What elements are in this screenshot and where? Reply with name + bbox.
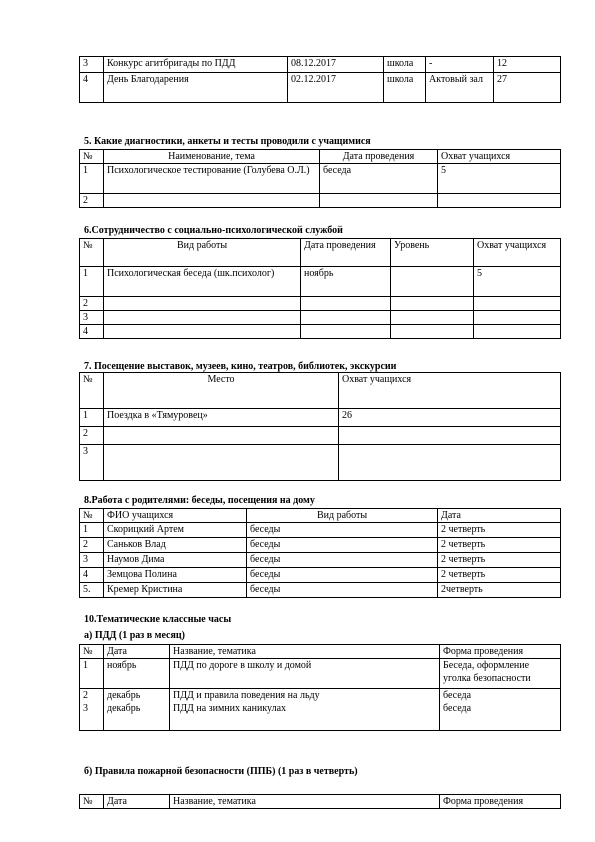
section6-title: 6.Сотрудничество с социально-психологической службой: [84, 225, 343, 236]
fire-safety-table: [79, 794, 561, 809]
table-cell: ноябрь: [104, 659, 170, 689]
table-row: [80, 164, 561, 194]
table-cell: [339, 445, 561, 481]
table-row: [80, 409, 561, 427]
fire-safety-header-row: [80, 795, 561, 809]
column-header: Охват учащихся: [438, 150, 561, 164]
column-header: ФИО учащихся: [104, 509, 247, 523]
table-cell: [301, 325, 391, 339]
table-cell: 12: [494, 57, 561, 73]
table-cell: беседы: [247, 553, 438, 568]
table-cell: -: [426, 57, 494, 73]
column-header: №: [80, 645, 104, 659]
column-header: Дата проведения: [320, 150, 438, 164]
table-row: [80, 523, 561, 538]
table-row: [80, 427, 561, 445]
table-row: [80, 57, 561, 73]
table-cell: [438, 194, 561, 208]
table-row: [80, 194, 561, 208]
table-cell: [320, 194, 438, 208]
column-header: №: [80, 239, 104, 267]
row-number-cell: 3: [80, 445, 104, 481]
events-table: [79, 56, 561, 103]
table-cell: 02.12.2017: [288, 73, 384, 103]
pdd-table: [79, 644, 561, 731]
table-cell: [474, 311, 561, 325]
visits-header-row: [80, 373, 561, 409]
row-number-cell: 2: [80, 297, 104, 311]
table-cell: Поездка в «Тямуровец»: [104, 409, 339, 427]
diagnostics-table: [79, 149, 561, 208]
column-header: Форма проведения: [440, 795, 561, 809]
table-cell: ПДД и правила поведения на льду ПДД на зимних каникулах: [170, 689, 440, 731]
table-cell: Психологическая беседа (шк.психолог): [104, 267, 301, 297]
row-number-cell: 4: [80, 568, 104, 583]
column-header: Уровень: [391, 239, 474, 267]
row-number-cell: 4: [80, 325, 104, 339]
table-row: [80, 73, 561, 103]
table-cell: Скорицкий Артем: [104, 523, 247, 538]
column-header: Дата: [104, 795, 170, 809]
table-cell: 2 четверть: [438, 523, 561, 538]
parents-header-row: [80, 509, 561, 523]
column-header: Название, тематика: [170, 645, 440, 659]
table-cell: 2четверть: [438, 583, 561, 598]
table-cell: Психологическое тестирование (Голубева О.Л.): [104, 164, 320, 194]
row-number-cell: 1: [80, 659, 104, 689]
section8-title: 8.Работа с родителями: беседы, посещения на дому: [84, 495, 315, 506]
psych-service-header-row: [80, 239, 561, 267]
table-cell: [104, 445, 339, 481]
table-cell: [391, 267, 474, 297]
column-header: Дата проведения: [301, 239, 391, 267]
table-cell: школа: [384, 73, 426, 103]
row-number-cell: 3: [80, 311, 104, 325]
column-header: №: [80, 509, 104, 523]
table-row: [80, 659, 561, 689]
table-cell: [104, 325, 301, 339]
table-row: [80, 538, 561, 553]
table-cell: беседа: [320, 164, 438, 194]
diagnostics-tbody: [80, 164, 561, 208]
table-row: [80, 583, 561, 598]
visits-table: [79, 372, 561, 481]
table-cell: [474, 325, 561, 339]
table-cell: Беседа, оформление уголка безопасности: [440, 659, 561, 689]
column-header: Дата: [438, 509, 561, 523]
table-cell: [104, 297, 301, 311]
column-header: Охват учащихся: [474, 239, 561, 267]
pdd-header-row: [80, 645, 561, 659]
section10-subtitle-a: а) ПДД (1 раз в месяц): [84, 630, 185, 641]
row-number-cell: 1: [80, 409, 104, 427]
section10-subtitle-b: б) Правила пожарной безопасности (ППБ) (1 раз в четверть): [84, 766, 358, 777]
table-cell: беседы: [247, 583, 438, 598]
table-cell: 26: [339, 409, 561, 427]
column-header: №: [80, 795, 104, 809]
table-cell: ноябрь: [301, 267, 391, 297]
table-cell: школа: [384, 57, 426, 73]
table-cell: [339, 427, 561, 445]
table-cell: 5: [474, 267, 561, 297]
diagnostics-header-row: [80, 150, 561, 164]
table-row: [80, 689, 561, 731]
table-row: [80, 553, 561, 568]
table-cell: [474, 297, 561, 311]
row-number-cell: 2: [80, 538, 104, 553]
events-tbody: [80, 57, 561, 103]
table-cell: декабрь декабрь: [104, 689, 170, 731]
table-row: [80, 267, 561, 297]
table-cell: беседа беседа: [440, 689, 561, 731]
table-row: [80, 297, 561, 311]
table-cell: 08.12.2017: [288, 57, 384, 73]
table-row: [80, 311, 561, 325]
table-row: [80, 325, 561, 339]
pdd-tbody: [80, 659, 561, 731]
table-cell: 2 четверть: [438, 538, 561, 553]
table-cell: [301, 297, 391, 311]
table-cell: [391, 325, 474, 339]
table-cell: Саньков Влад: [104, 538, 247, 553]
column-header: №: [80, 373, 104, 409]
table-cell: 27: [494, 73, 561, 103]
table-cell: Актовый зал: [426, 73, 494, 103]
section5-title: 5. Какие диагностики, анкеты и тесты проводили с учащимися: [84, 136, 371, 147]
table-cell: ПДД по дороге в школу и домой: [170, 659, 440, 689]
row-number-cell: 2 3: [80, 689, 104, 731]
column-header: Место: [104, 373, 339, 409]
column-header: Охват учащихся: [339, 373, 561, 409]
table-cell: [391, 311, 474, 325]
table-cell: День Благодарения: [104, 73, 288, 103]
column-header: Наименование, тема: [104, 150, 320, 164]
table-row: [80, 568, 561, 583]
table-cell: 2 четверть: [438, 553, 561, 568]
column-header: Вид работы: [247, 509, 438, 523]
row-number-cell: 5.: [80, 583, 104, 598]
row-number-cell: 1: [80, 267, 104, 297]
column-header: Вид работы: [104, 239, 301, 267]
row-number-cell: 3: [80, 57, 104, 73]
table-cell: Кремер Кристина: [104, 583, 247, 598]
row-number-cell: 2: [80, 427, 104, 445]
table-cell: [104, 194, 320, 208]
psych-service-table: [79, 238, 561, 339]
table-cell: [104, 427, 339, 445]
table-cell: [104, 311, 301, 325]
table-cell: 5: [438, 164, 561, 194]
row-number-cell: 3: [80, 553, 104, 568]
table-cell: беседы: [247, 538, 438, 553]
visits-tbody: [80, 409, 561, 481]
table-cell: Конкурс агитбригады по ПДД: [104, 57, 288, 73]
parents-tbody: [80, 523, 561, 598]
parents-table: [79, 508, 561, 598]
column-header: Форма проведения: [440, 645, 561, 659]
section10-title: 10.Тематические классные часы: [84, 614, 232, 625]
row-number-cell: 4: [80, 73, 104, 103]
table-cell: беседы: [247, 568, 438, 583]
table-cell: [391, 297, 474, 311]
psych-service-tbody: [80, 267, 561, 339]
column-header: №: [80, 150, 104, 164]
row-number-cell: 2: [80, 194, 104, 208]
column-header: Дата: [104, 645, 170, 659]
column-header: Название, тематика: [170, 795, 440, 809]
table-cell: беседы: [247, 523, 438, 538]
table-cell: Наумов Дима: [104, 553, 247, 568]
section7-title: 7. Посещение выставок, музеев, кино, театров, библиотек, экскурсии: [84, 361, 397, 372]
table-cell: [301, 311, 391, 325]
row-number-cell: 1: [80, 523, 104, 538]
table-cell: Земцова Полина: [104, 568, 247, 583]
row-number-cell: 1: [80, 164, 104, 194]
table-row: [80, 445, 561, 481]
table-cell: 2 четверть: [438, 568, 561, 583]
